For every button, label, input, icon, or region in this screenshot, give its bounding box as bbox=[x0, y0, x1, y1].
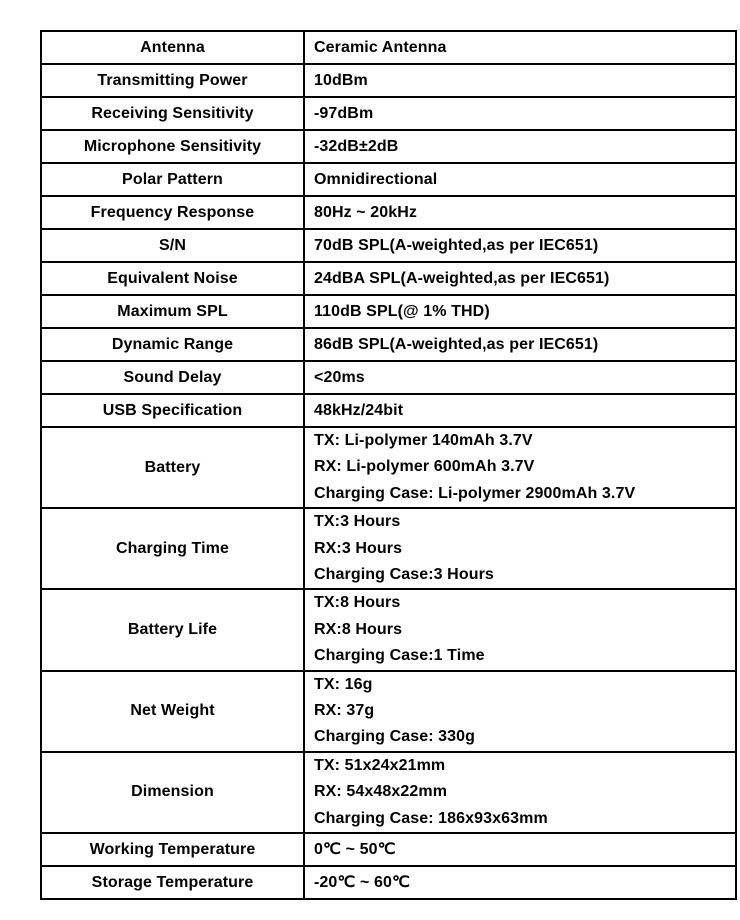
spec-value-line: 86dB SPL(A-weighted,as per IEC651) bbox=[314, 336, 599, 353]
spec-value-cell bbox=[304, 361, 736, 394]
spec-row bbox=[41, 97, 736, 130]
spec-label-cell: Charging Time bbox=[41, 508, 304, 589]
spec-label-cell: USB Specification bbox=[41, 394, 304, 427]
spec-row bbox=[41, 31, 736, 64]
spec-label-cell: Maximum SPL bbox=[41, 295, 304, 328]
spec-value-line: 70dB SPL(A-weighted,as per IEC651) bbox=[314, 237, 599, 254]
spec-label-cell: Transmitting Power bbox=[41, 64, 304, 97]
spec-value-cell bbox=[304, 671, 736, 752]
spec-value-line: TX:8 Hours bbox=[314, 594, 401, 612]
spec-value-cell bbox=[304, 833, 736, 866]
spec-table-body bbox=[41, 31, 736, 899]
spec-row bbox=[41, 130, 736, 163]
spec-row bbox=[41, 196, 736, 229]
spec-label-cell: Dynamic Range bbox=[41, 328, 304, 361]
spec-value-line: 24dBA SPL(A-weighted,as per IEC651) bbox=[314, 270, 610, 287]
spec-value-cell bbox=[304, 64, 736, 97]
spec-row bbox=[41, 671, 736, 752]
spec-label-cell: S/N bbox=[41, 229, 304, 262]
spec-value-cell bbox=[304, 262, 736, 295]
spec-value-cell bbox=[304, 866, 736, 899]
spec-value-line: <20ms bbox=[314, 369, 365, 386]
spec-value-cell bbox=[304, 130, 736, 163]
spec-label-cell: Working Temperature bbox=[41, 833, 304, 866]
spec-value-line: -97dBm bbox=[314, 105, 374, 122]
spec-label-cell: Equivalent Noise bbox=[41, 262, 304, 295]
spec-value-line: RX:8 Hours bbox=[314, 620, 403, 638]
spec-label-cell: Polar Pattern bbox=[41, 163, 304, 196]
spec-value-cell bbox=[304, 229, 736, 262]
spec-value-line: 48kHz/24bit bbox=[314, 402, 404, 419]
spec-label-cell: Microphone Sensitivity bbox=[41, 130, 304, 163]
spec-row bbox=[41, 64, 736, 97]
spec-value-line: Charging Case: 330g bbox=[314, 728, 476, 746]
spec-value-cell bbox=[304, 97, 736, 130]
spec-value-line: 10dBm bbox=[314, 72, 368, 89]
spec-row bbox=[41, 589, 736, 670]
spec-row bbox=[41, 833, 736, 866]
spec-label-cell: Net Weight bbox=[41, 671, 304, 752]
spec-row bbox=[41, 328, 736, 361]
spec-value-cell bbox=[304, 295, 736, 328]
spec-value-line: Charging Case: 186x93x63mm bbox=[314, 809, 548, 827]
spec-row bbox=[41, 262, 736, 295]
spec-value-cell bbox=[304, 752, 736, 833]
spec-label-cell: Storage Temperature bbox=[41, 866, 304, 899]
spec-value-line: -20℃ ~ 60℃ bbox=[314, 874, 411, 892]
spec-label-cell: Dimension bbox=[41, 752, 304, 833]
spec-label-cell: Battery bbox=[41, 427, 304, 508]
spec-value-line: Charging Case:3 Hours bbox=[314, 566, 494, 584]
spec-label-cell: Sound Delay bbox=[41, 361, 304, 394]
spec-value-line: RX: Li-polymer 600mAh 3.7V bbox=[314, 458, 535, 476]
spec-value-line: -32dB±2dB bbox=[314, 138, 399, 155]
spec-value-line: RX:3 Hours bbox=[314, 539, 403, 557]
spec-label-cell: Battery Life bbox=[41, 589, 304, 670]
spec-value-cell bbox=[304, 427, 736, 508]
spec-row bbox=[41, 361, 736, 394]
spec-row bbox=[41, 752, 736, 833]
spec-value-line: 80Hz ~ 20kHz bbox=[314, 204, 418, 221]
product-spec-table bbox=[40, 30, 737, 900]
spec-label-cell: Antenna bbox=[41, 31, 304, 64]
spec-row bbox=[41, 394, 736, 427]
spec-value-line: Omnidirectional bbox=[314, 171, 438, 188]
spec-value-cell bbox=[304, 508, 736, 589]
spec-row bbox=[41, 229, 736, 262]
spec-label-cell: Receiving Sensitivity bbox=[41, 97, 304, 130]
spec-value-line: Charging Case:1 Time bbox=[314, 647, 485, 665]
spec-row bbox=[41, 508, 736, 589]
spec-value-line: RX: 54x48x22mm bbox=[314, 783, 448, 801]
spec-row bbox=[41, 427, 736, 508]
spec-value-line: TX: 51x24x21mm bbox=[314, 756, 446, 774]
spec-row bbox=[41, 866, 736, 899]
spec-value-line: TX:3 Hours bbox=[314, 513, 401, 531]
spec-value-line: 110dB SPL(@ 1% THD) bbox=[314, 303, 490, 320]
spec-value-cell bbox=[304, 196, 736, 229]
spec-value-cell bbox=[304, 163, 736, 196]
spec-value-line: 0℃ ~ 50℃ bbox=[314, 841, 396, 859]
spec-row bbox=[41, 295, 736, 328]
spec-value-cell bbox=[304, 394, 736, 427]
spec-value-cell bbox=[304, 31, 736, 64]
spec-label-cell: Frequency Response bbox=[41, 196, 304, 229]
spec-value-line: Charging Case: Li-polymer 2900mAh 3.7V bbox=[314, 484, 636, 502]
spec-value-line: TX: Li-polymer 140mAh 3.7V bbox=[314, 432, 533, 449]
spec-value-cell bbox=[304, 589, 736, 670]
spec-value-line: TX: 16g bbox=[314, 675, 373, 693]
spec-value-line: RX: 37g bbox=[314, 702, 375, 720]
spec-value-line: Ceramic Antenna bbox=[314, 39, 447, 56]
spec-row bbox=[41, 163, 736, 196]
spec-value-cell bbox=[304, 328, 736, 361]
